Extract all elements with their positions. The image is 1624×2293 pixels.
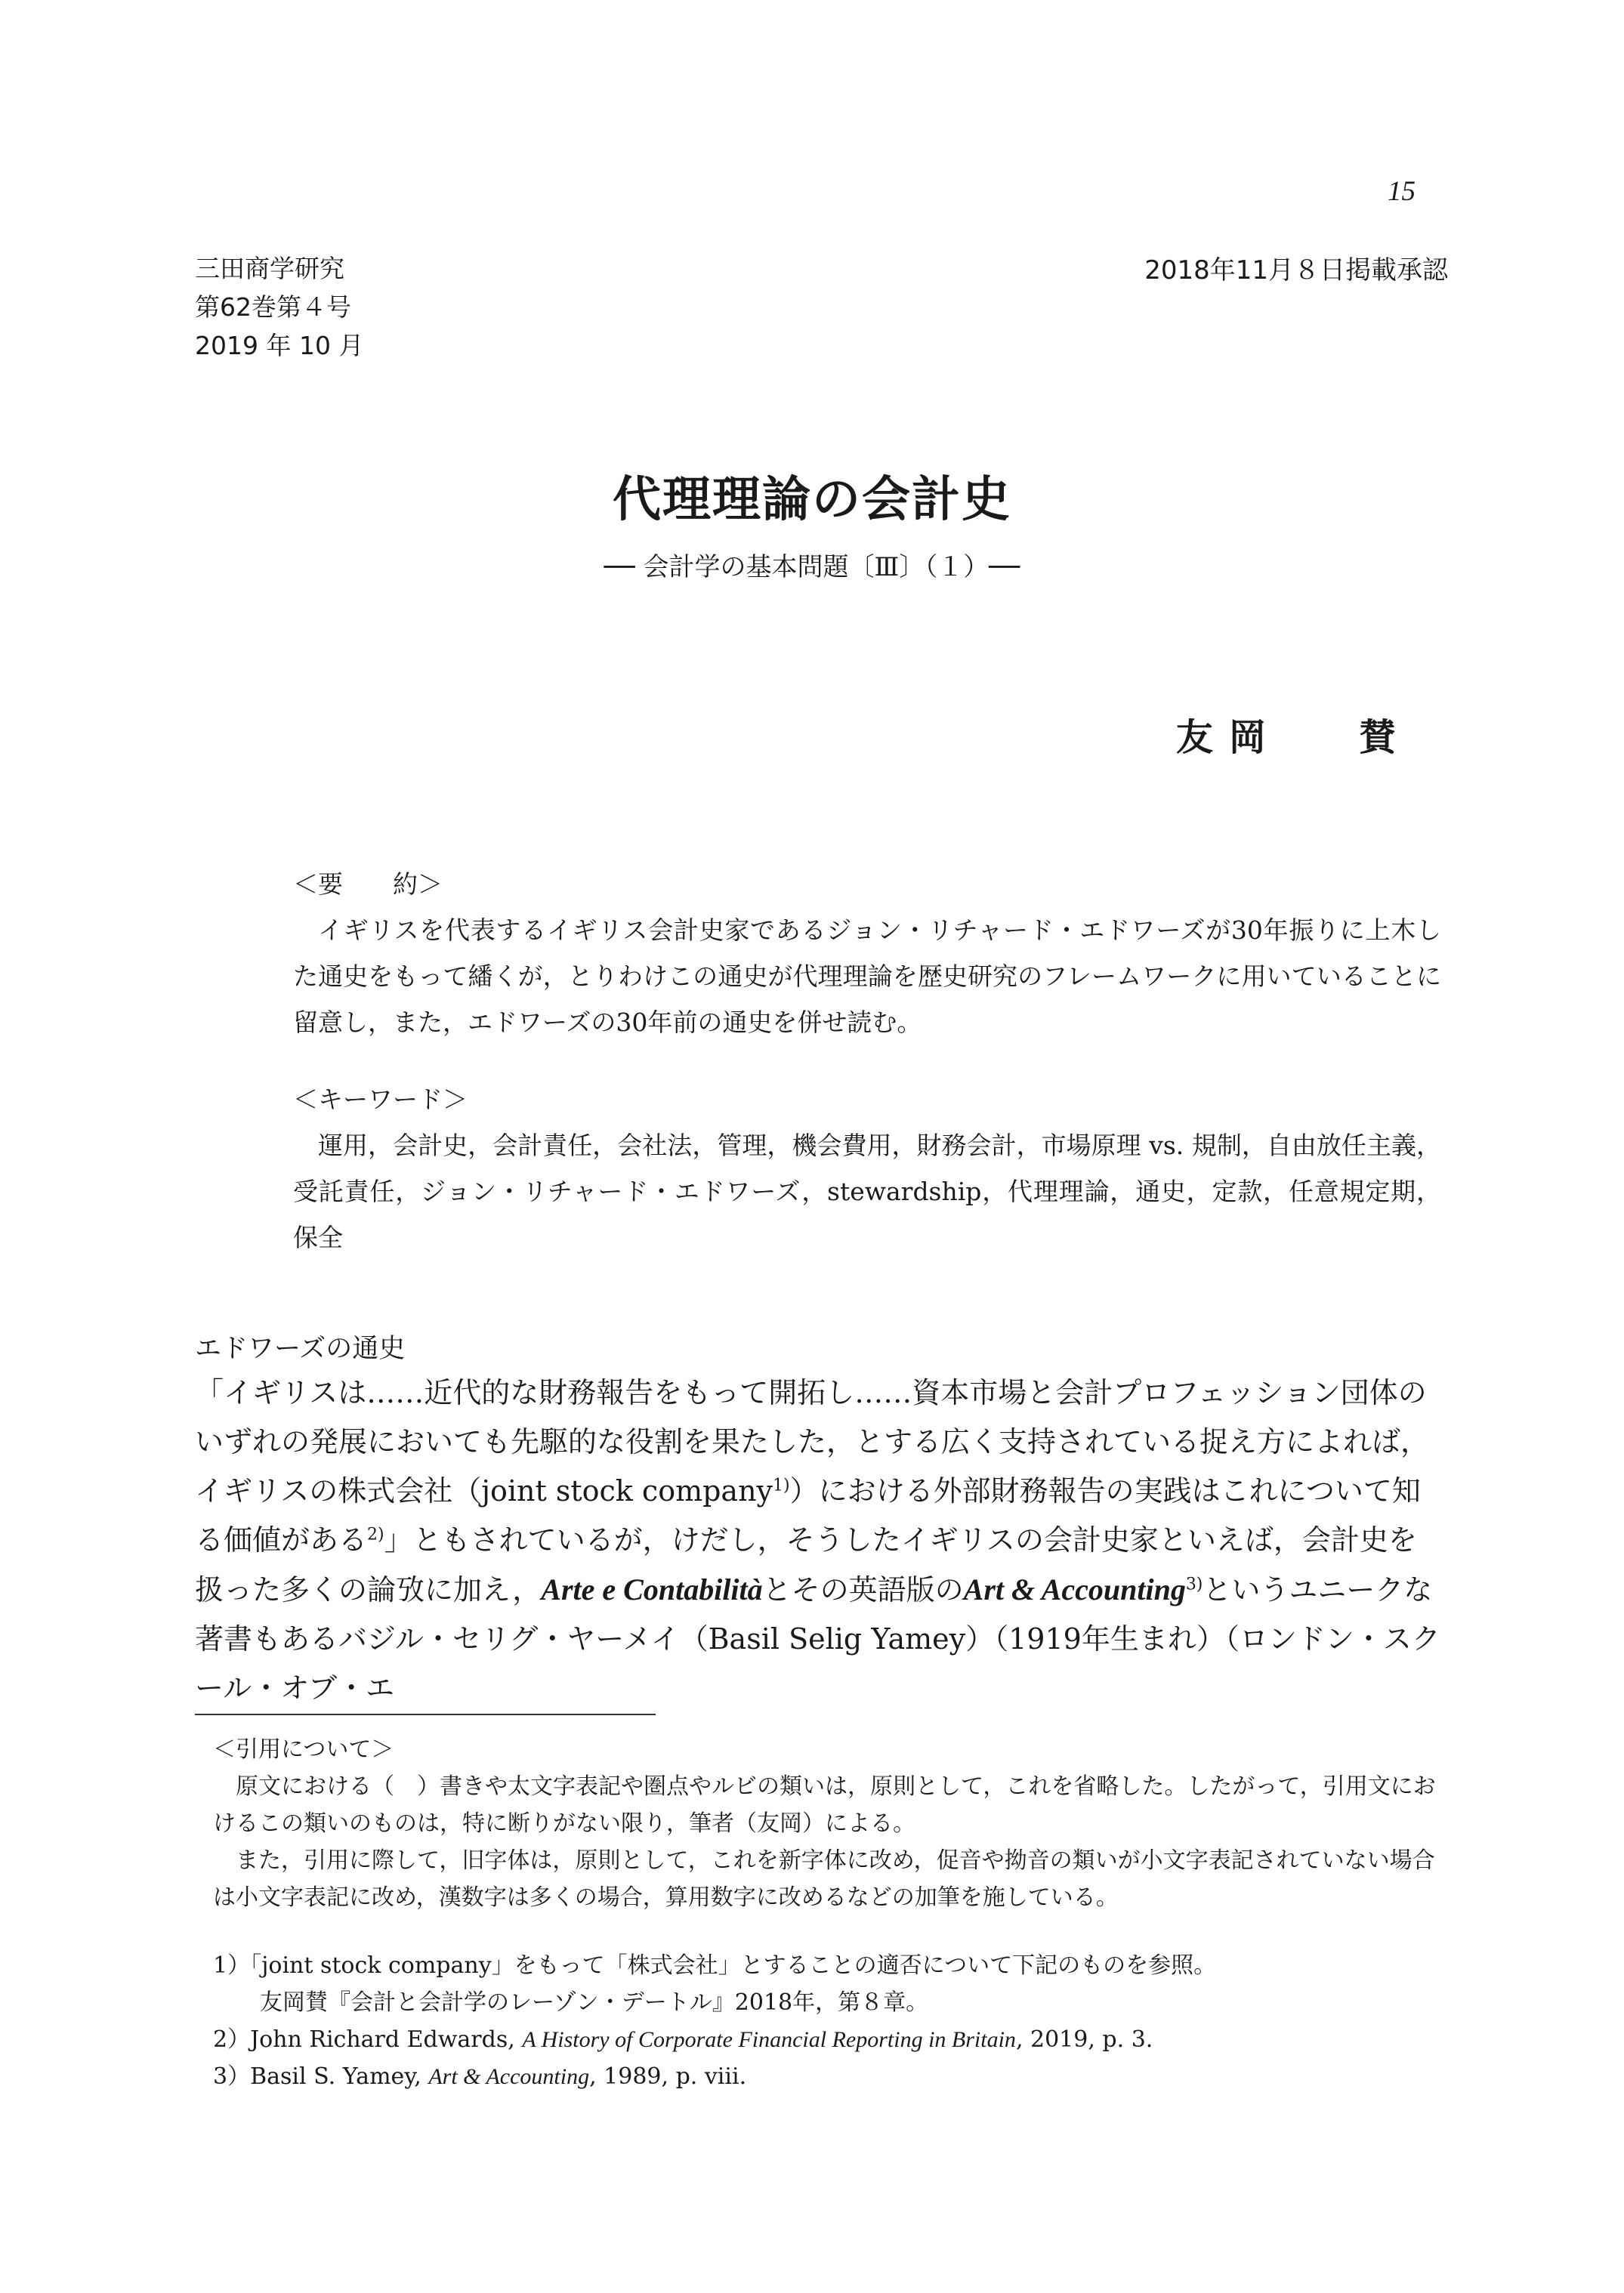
footnote-1 (213, 1947, 1437, 1984)
footnote-number: 2） (213, 2026, 251, 2053)
footnote-ref-3[interactable]: 3) (1185, 1575, 1203, 1594)
abstract-text: イギリスを代表するイギリス会計史家であるジョン・リチャード・エドワーズが30年振りに上木した通史をもって繙くが，とりわけこの通史が代理理論を歴史研究のフレームワークに用いていることに留意し，また，エドワーズの30年前の通史を併せ読む。 (293, 915, 1441, 1037)
paper-title: 代理理論の会計史 (613, 471, 1011, 528)
journal-date: 2019 年 10 月 (195, 331, 364, 360)
footnote-divider (195, 1714, 656, 1715)
footnote-ref-1[interactable]: 1) (773, 1476, 790, 1495)
citation-note (213, 1731, 1437, 1916)
footnote-book-title: A History of Corporate Financial Reporting in Britain (522, 2027, 1016, 2052)
keywords-text: 運用，会計史，会計責任，会社法，管理，機会費用，財務会計，市場原理 vs. 規制，自由放任主義，受託責任，ジョン・リチャード・エドワーズ，stewardship，代理理論，通史，定款，任意規定期，保全 (293, 1131, 1441, 1252)
footnote-number: 3） (213, 2063, 251, 2090)
footnote-ref-2[interactable]: 2) (367, 1525, 384, 1545)
footnotes (213, 1947, 1437, 2095)
body-text-2: ）における外部財務報告の実践はこれについて知る価値がある (195, 1474, 1421, 1557)
book-title-art-accounting: Art & Accounting (963, 1572, 1186, 1606)
paper-subtitle: ── 会計学の基本問題〔Ⅲ〕（１）── (604, 552, 1020, 582)
journal-info (195, 249, 363, 365)
footnote-book-title: Art & Accounting (428, 2064, 590, 2089)
journal-name: 三田商学研究 (195, 254, 344, 283)
journal-volume: 第62巻第４号 (195, 292, 351, 322)
footnote-citation: , 1989, p. viii. (589, 2063, 747, 2090)
book-title-arte: Arte e Contabilità (541, 1572, 763, 1606)
citation-note-para-1: 原文における（ ）書きや太文字表記や圏点やルビの類いは，原則として，これを省略した。したがって，引用文におけるこの類いのものは，特に断りがない限り，筆者（友岡）による。 (213, 1773, 1436, 1837)
page-number: 15 (1388, 176, 1416, 207)
body-text-1: 「イギリスは……近代的な財務報告をもって開拓し……資本市場と会計プロフェッション団体のいずれの発展においても先駆的な役割を果たした，とする広く支持されている捉え方によれば，イギリスの株式会社（joint stock company (195, 1376, 1430, 1508)
footnote-text: 「joint stock company」をもって「株式会社」とすることの適否について下記のものを参照。 (250, 1952, 1217, 1979)
keywords-heading: ＜キーワード＞ (293, 1085, 468, 1114)
abstract (293, 861, 1441, 1045)
citation-note-para-2: また，引用に際して，旧字体は，原則として，これを新字体に改め，促音や拗音の類いが小文字表記されていない場合は小文字表記に改め，漢数字は多くの場合，算用数字に改めるなどの加筆を施している。 (213, 1847, 1435, 1911)
body-text-4: とその英語版の (762, 1573, 964, 1606)
section-heading: エドワーズの通史 (195, 1334, 406, 1364)
footnote-1-continuation: 友岡賛『会計と会計学のレーゾン・デートル』2018年，第８章。 (260, 1989, 929, 2016)
citation-note-heading: ＜引用について＞ (213, 1736, 394, 1763)
footnote-author: Basil S. Yamey, (250, 2063, 429, 2090)
footnote-2 (213, 2021, 1437, 2058)
approval-date: 2018年11月８日掲載承認 (1144, 255, 1448, 285)
keywords (293, 1076, 1441, 1261)
body-text-5: というユニークな著書もあるバジル・セリグ・ヤーメイ（Basil Selig Yamey）（1919年生まれ）（ロンドン・スクール・オブ・エ (195, 1573, 1440, 1705)
abstract-heading: ＜要 約＞ (293, 869, 443, 899)
footnote-citation: , 2019, p. 3. (1015, 2026, 1153, 2053)
body-paragraph (195, 1369, 1441, 1713)
author-name: 友 岡 賛 (1175, 715, 1397, 759)
footnote-number: 1） (213, 1952, 251, 1979)
footnote-3 (213, 2058, 1437, 2095)
body-text-3: 」ともされているが，けだし，そうしたイギリスの会計史家といえば，会計史を扱った多くの論攷に加え， (195, 1523, 1417, 1606)
footnote-author: John Richard Edwards, (250, 2026, 523, 2053)
